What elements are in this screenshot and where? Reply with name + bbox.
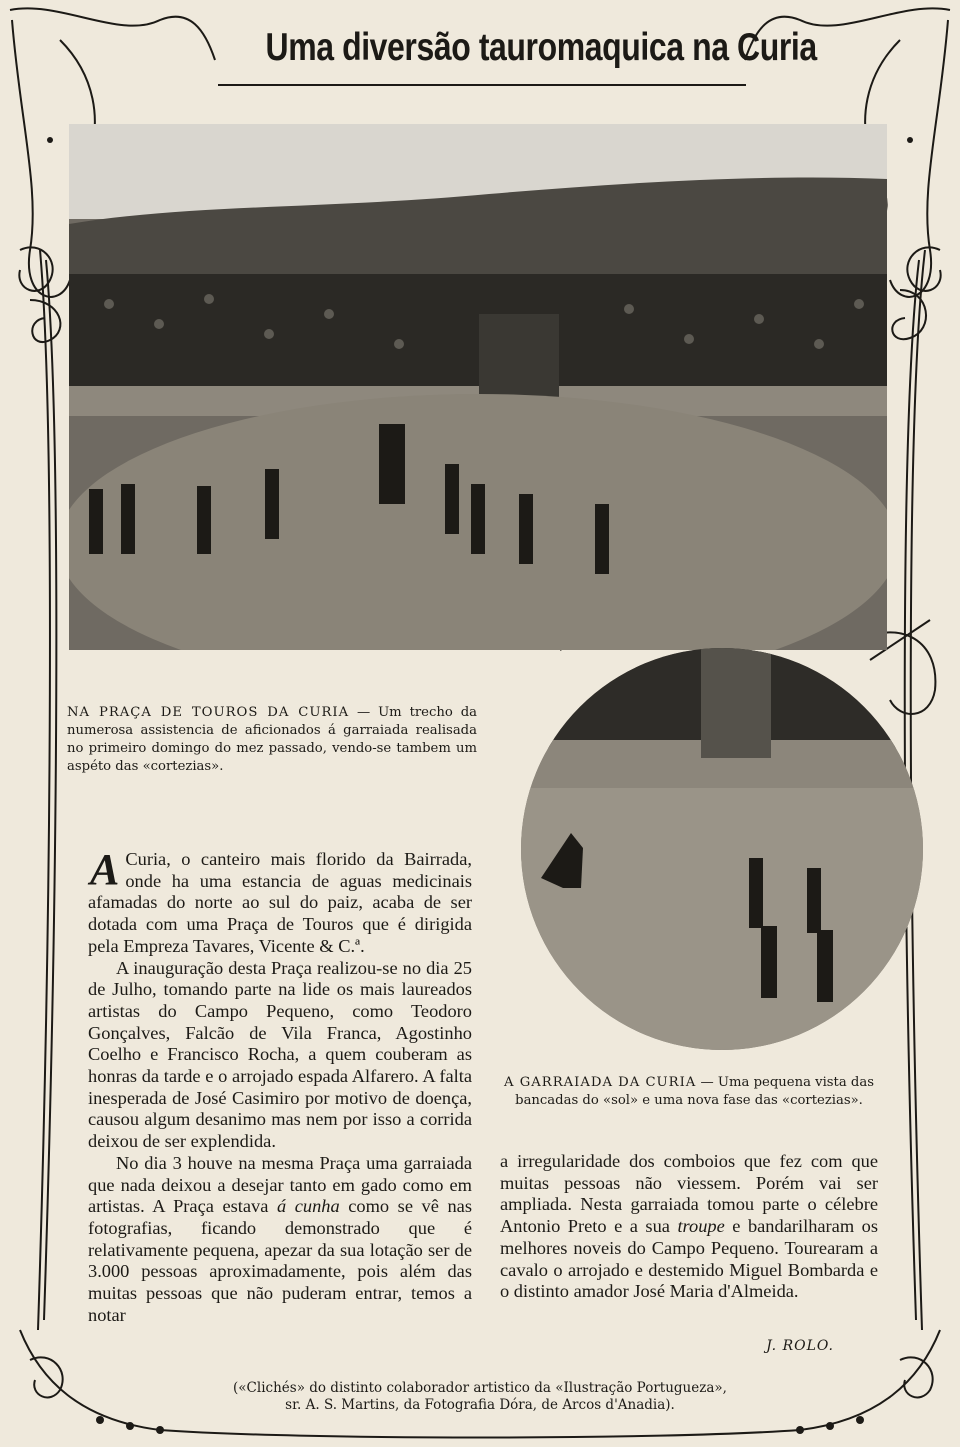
caption-round-photo <box>498 1074 880 1110</box>
paragraph-1-text: Curia, o canteiro mais florido da Bairrada, onde ha uma estancia de aguas medicinais afamadas do norte ao sul do paiz, acaba de ser dotada com uma Praça de Touros que é dirigida pela Empreza Tavares, Vicente & C.ª. <box>88 849 472 956</box>
caption-main-text: — Um trecho da numerosa assistencia de aficionados á garraiada realisada no primeiro domingo do mez passado, vendo-se tambem um aspéto das «cortezias». <box>67 705 477 774</box>
paragraph-4 <box>500 1151 878 1303</box>
paragraph-3-text-b: como se vê nas fotografias, ficando demonstrado que é relativamente pequena, apezar da sua lotação ser de 3.000 pessoas aproximadamente, pois além das muitas pessoas que não puderam entrar, temos a notar <box>88 1196 472 1325</box>
article-column-left <box>88 845 472 1326</box>
paragraph-1 <box>88 845 472 958</box>
paragraph-4-text-b: e bandarilharam os melhores noveis do Campo Pequeno. Tourearam a cavalo o arrojado e destemido Miguel Bombarda e o distinto amador José Maria d'Almeida. <box>500 1216 878 1302</box>
author-signature: J. ROLO. <box>766 1338 834 1354</box>
caption-main-heading: NA PRAÇA DE TOUROS DA CURIA <box>67 705 350 720</box>
credits-line-1: («Clichés» do distinto colaborador artistico da «Ilustração Portugueza», <box>233 1380 727 1396</box>
garraiada-photo-icon <box>521 648 923 1050</box>
article-title: Uma diversão tauromaquica na Curia <box>265 26 817 69</box>
paragraph-3-italic: á cunha <box>276 1196 340 1217</box>
caption-main-photo <box>67 704 477 776</box>
paragraph-4-italic: troupe <box>677 1216 725 1237</box>
paragraph-3 <box>88 1153 472 1327</box>
caption-round-text: — Uma pequena vista das bancadas do «sol» e uma nova fase das «cortezias». <box>515 1075 874 1108</box>
paragraph-3-text-a: No dia 3 houve na mesma Praça uma garraiada que nada deixou a desejar tanto em gado como em artistas. A Praça estava <box>88 1152 472 1217</box>
photo-credits <box>180 1380 780 1414</box>
photo-garraiada-round <box>521 648 923 1050</box>
credits-line-2: sr. A. S. Martins, da Fotografia Dóra, de Arcos d'Anadia). <box>285 1397 675 1413</box>
photo-bullring-main <box>69 124 887 650</box>
title-underline <box>218 84 746 86</box>
article-column-right <box>500 1151 878 1303</box>
caption-round-heading: A GARRAIADA DA CURIA <box>504 1075 697 1090</box>
bullring-photo-icon <box>69 124 887 650</box>
drop-cap: A <box>90 845 120 894</box>
paragraph-2: A inauguração desta Praça realizou-se no dia 25 de Julho, tomando parte na lide os mais laureados artistas do Campo Pequeno, como Teodoro Gonçalves, Falcão de Vila Franca, Agostinho Coelho e Francisco Rocha, a quem couberam as honras da tarde e o arrojado espada Alfarero. A falta inesperada de José Casimiro por motivo de doença, causou algum desanimo mas nem por isso a corrida deixou de ser explendida. <box>88 957 472 1152</box>
paragraph-4-text-a: a irregularidade dos comboios que fez com que muitas pessoas não viessem. Porém vai ser ampliada. Nesta garraiada tomou parte o célebre Antonio Preto e a sua <box>500 1151 878 1237</box>
